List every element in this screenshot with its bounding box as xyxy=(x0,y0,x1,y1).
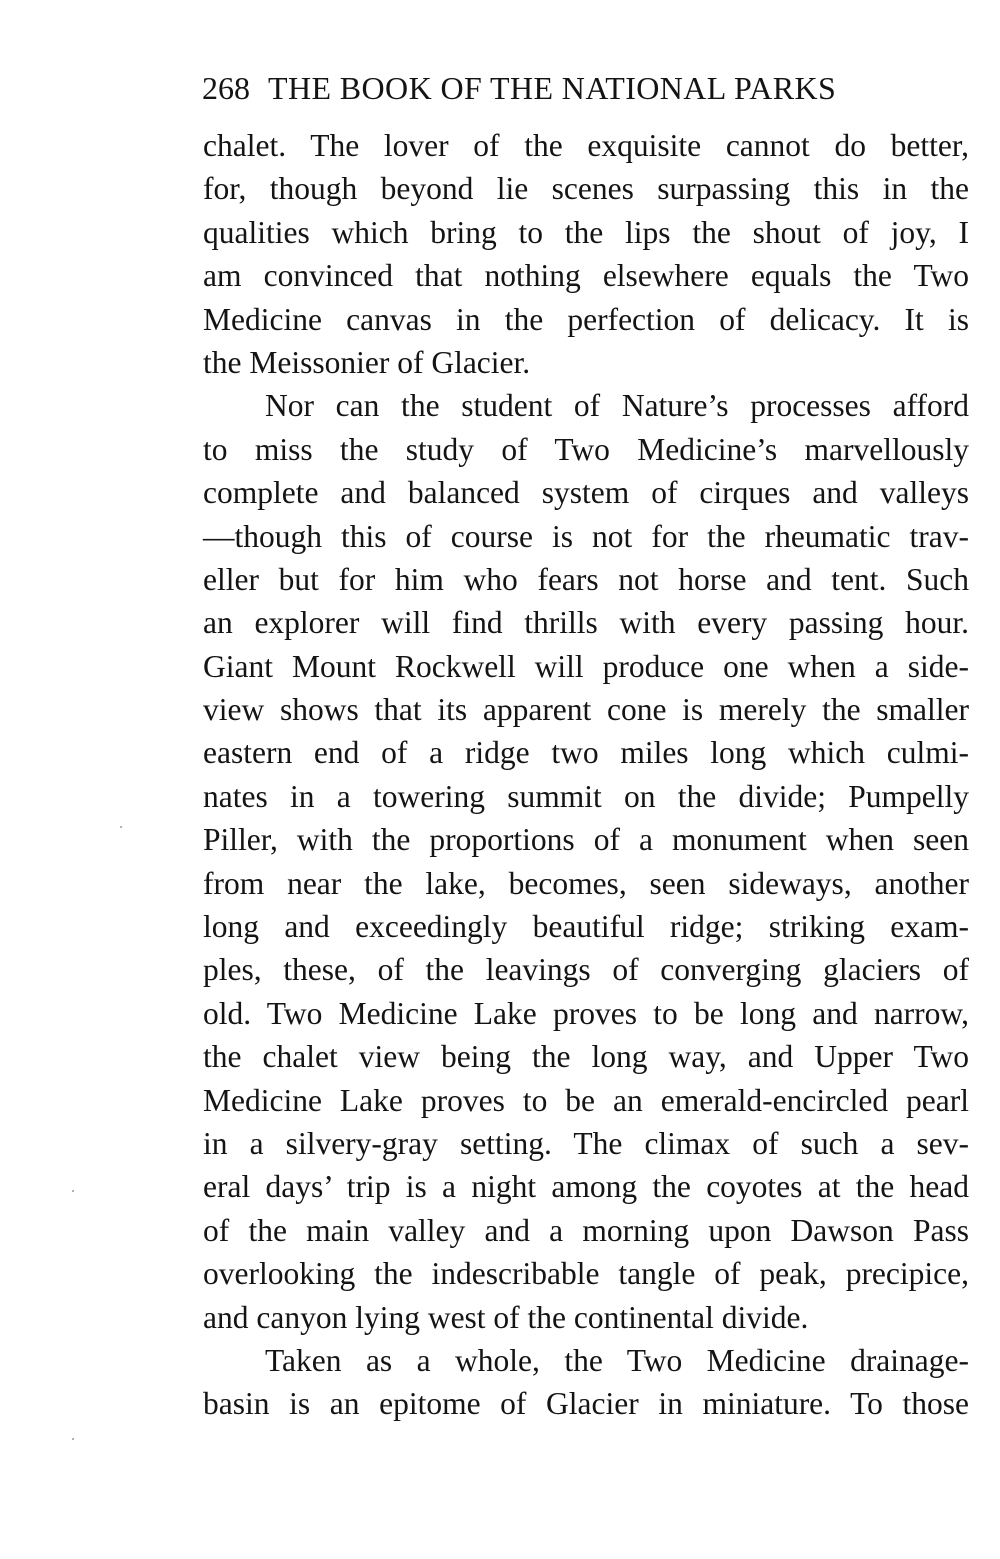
paragraph-1 xyxy=(203,124,969,384)
text-line: basin is an epitome of Glacier in miniature. To those xyxy=(203,1386,969,1422)
text-line: for, though beyond lie scenes surpassing this in the xyxy=(203,171,969,207)
scan-speck xyxy=(72,1190,74,1192)
text-line: the Meissonier of Glacier. xyxy=(203,344,531,380)
text-line: overlooking the indescribable tangle of peak, precipice, xyxy=(203,1256,969,1292)
text-line: from near the lake, becomes, seen sideways, another xyxy=(203,865,969,901)
scan-speck xyxy=(120,826,122,828)
text-line: am convinced that nothing elsewhere equals the Two xyxy=(203,258,969,294)
text-line: eller but for him who fears not horse and tent. Such xyxy=(203,561,969,597)
text-line: qualities which bring to the lips the shout of joy, I xyxy=(203,214,969,250)
text-line: eral days’ trip is a night among the coyotes at the head xyxy=(203,1169,969,1205)
page-body xyxy=(203,124,969,1426)
running-header xyxy=(202,68,968,108)
page-number: 268 xyxy=(202,70,250,106)
paragraph-2 xyxy=(203,384,969,1339)
text-line: and canyon lying west of the continental divide. xyxy=(203,1299,809,1335)
text-line: view shows that its apparent cone is merely the smaller xyxy=(203,692,969,728)
text-line: the chalet view being the long way, and Upper Two xyxy=(203,1039,969,1075)
running-title: THE BOOK OF THE NATIONAL PARKS xyxy=(268,70,837,106)
text-line: Piller, with the proportions of a monument when seen xyxy=(203,822,969,858)
text-line: —though this of course is not for the rheumatic trav- xyxy=(203,518,969,554)
text-line: Giant Mount Rockwell will produce one when a side- xyxy=(203,648,969,684)
text-line: Medicine canvas in the perfection of delicacy. It is xyxy=(203,301,969,337)
text-line: in a silvery-gray setting. The climax of such a sev- xyxy=(203,1125,969,1161)
text-line: chalet. The lover of the exquisite cannot do better, xyxy=(203,128,969,163)
text-line: complete and balanced system of cirques and valleys xyxy=(203,475,969,511)
text-line: long and exceedingly beautiful ridge; striking exam- xyxy=(203,909,969,945)
text-line: of the main valley and a morning upon Dawson Pass xyxy=(203,1212,969,1248)
text-line: Taken as a whole, the Two Medicine drainage- xyxy=(265,1342,969,1378)
text-line: Medicine Lake proves to be an emerald-encircled pearl xyxy=(203,1082,969,1118)
text-line: eastern end of a ridge two miles long which culmi- xyxy=(203,735,969,771)
paragraph-3 xyxy=(203,1339,969,1426)
text-line: an explorer will find thrills with every passing hour. xyxy=(203,605,969,641)
text-line: old. Two Medicine Lake proves to be long and narrow, xyxy=(203,995,969,1031)
text-line: to miss the study of Two Medicine’s marvellously xyxy=(203,431,969,467)
text-line: nates in a towering summit on the divide; Pumpelly xyxy=(203,778,969,814)
text-line: Nor can the student of Nature’s processes afford xyxy=(265,388,969,424)
scan-speck xyxy=(72,1438,74,1440)
text-line: ples, these, of the leavings of converging glaciers of xyxy=(203,952,969,988)
